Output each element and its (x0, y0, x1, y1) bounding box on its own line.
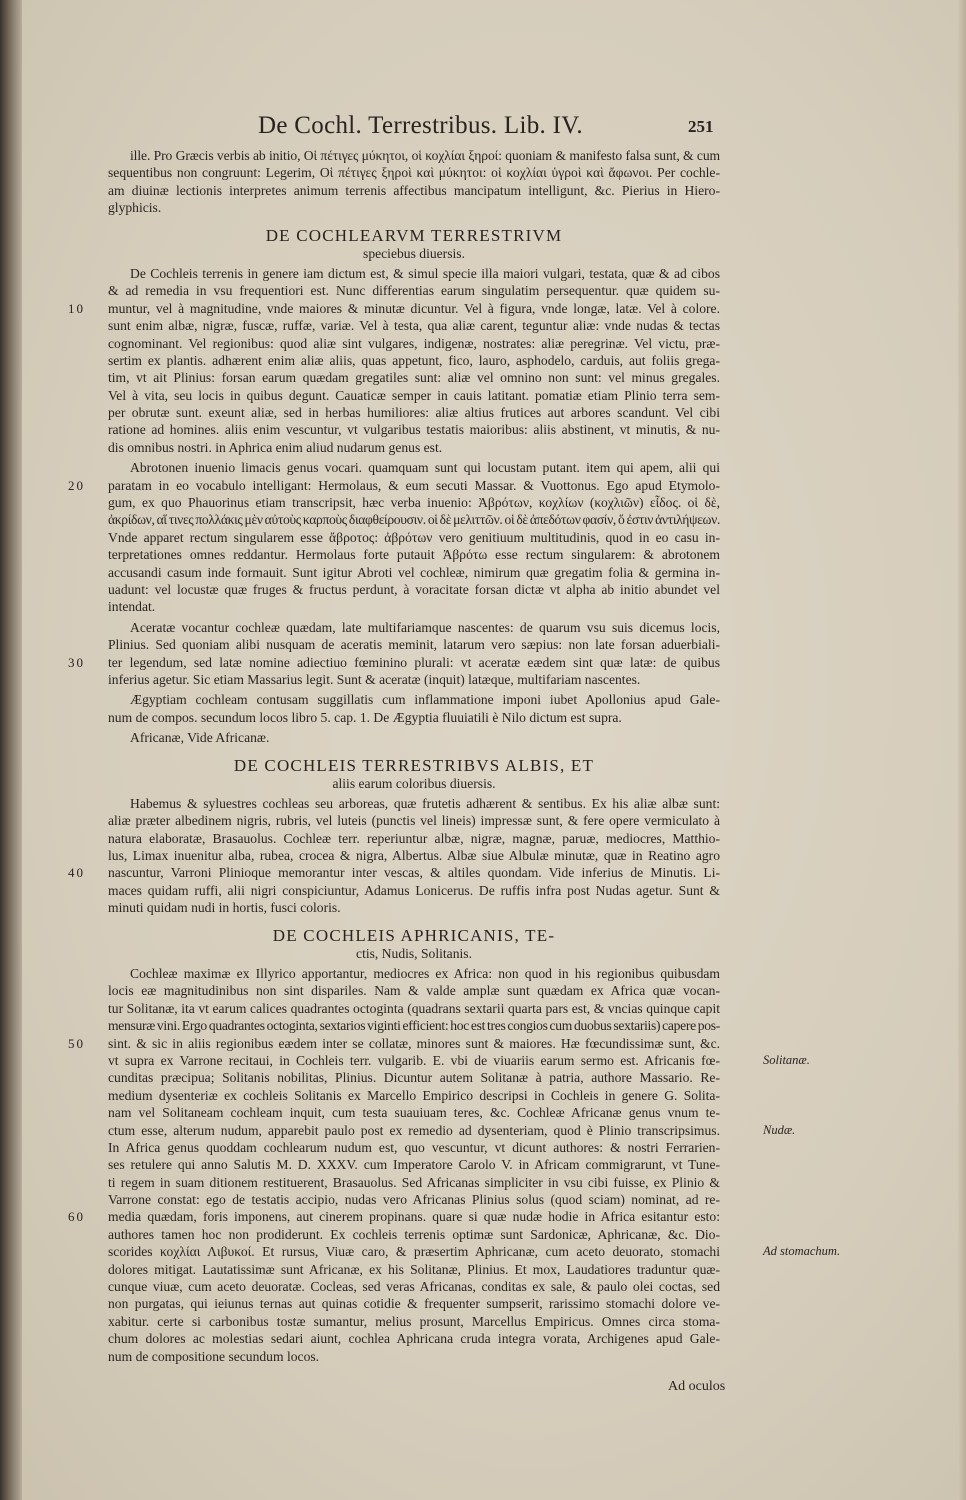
line-text: sint. & sic in aliis regionibus eædem inter se collatæ, minores sunt & maiores. Hæ fœcundissimæ sunt, &c. (108, 1035, 720, 1051)
running-title: De Cochl. Terrestribus. Lib. IV. (258, 112, 583, 139)
line-text: sertim ex plantis. adhærent enim aliæ aliis, quas appetunt, fico, lauro, asphodelo, carduis, aut foliis grega- (108, 352, 720, 368)
text-line (108, 1226, 720, 1243)
line-text: am diuinæ lectionis interpretes animum terrenis affectibus mancipatum intelligunt, &c. Pierius in Hiero- (108, 182, 720, 198)
line-number: 60 (68, 1209, 85, 1225)
line-text: muntur, vel à magnitudine, vnde maiores & minutæ dicuntur. Vel à figura, vnde longæ, latæ. Vel à colore. (108, 300, 720, 316)
line-text: dolores mitigat. Lautatissimæ sunt Africanæ, ex his Solitanæ, Plinius. Et mox, Laudatiores traduntur quæ- (108, 1261, 720, 1277)
line-text: DE COCHLEIS TERRESTRIBVS ALBIS, ET (233, 755, 595, 775)
paragraph (68, 459, 720, 616)
line-text: natura elaboratæ, Brasauolus. Cochleæ terr. reperiuntur albæ, nigræ, magnæ, paruæ, mediocres, Matthio- (108, 830, 720, 846)
line-text: Varrone constat: ego de testatis accipio, nudas vero Africanas Plinius solus (quod sciam) nominat, ad re- (108, 1192, 720, 1208)
line-text: ti regem in suam ditionem restituerent, Brasauolus. Sed Africanas simpliciter in vsu cibi fuisse, ex Plinio & (108, 1174, 720, 1190)
line-text: nascuntur, Varroni Plinioque memorantur inter vescas, & altiles quondam. Vide inferius de Minutis. Li- (108, 865, 720, 881)
text-line (108, 1191, 720, 1208)
line-text: scorides κοχλίαι Λιβυκοί. Et rursus, Viuæ caro, & præsertim Aphricanæ, cum aceto deuorato, stomachi (108, 1244, 720, 1260)
text-line (108, 1017, 720, 1034)
line-text: accusandi casum inde formauit. Sunt igitur Abroti vel cochleæ, nimirum quæ gregatim folia & germina in- (108, 564, 720, 580)
text-line (108, 1052, 810, 1069)
text-line (68, 864, 720, 881)
line-text: Plinius. Sed quoniam alibi nusquam de aceratis meminit, latarum vero sæpius: non late forsan aduerbiali- (108, 637, 720, 653)
paragraph (68, 965, 841, 1365)
section-heading (108, 926, 720, 962)
page-body (68, 144, 841, 1365)
line-number: 30 (68, 654, 85, 670)
line-text: ctum esse, alterum nudum, apparebit paulo post ex remedio ad dysenteriam, quod è Plinio transcripsimus. (108, 1122, 720, 1138)
line-text: mensuræ vini. Ergo quadrantes octoginta, sextarios viginti efficient: hoc est tres congios cum duobus sextariis) capere pos- (108, 1018, 720, 1034)
paragraph (68, 265, 720, 456)
line-text: locis eæ magnitudinibus non sint dispariles. Nam & valde amplæ sunt quædam ex Africa quæ vocan- (108, 983, 720, 999)
paragraph (108, 691, 720, 726)
line-text: speciebus diuersis. (363, 245, 465, 261)
line-text: ratione ad homines. aliis enim vescuntur, vt vulgaribus testatis maioribus: aliis abstinent, vt minutis, & nu- (108, 422, 720, 438)
text-line (68, 300, 720, 317)
line-text: ἀκρίδων, αἵ τινες πολλάκις μὲν αὐτοὺς καρποὺς διαφθείρουσιν. οἱ δὲ μελιττῶν. οἱ δὲ ἀπεδότων φασίν, ὅ ἐστιν ἀντιλήψεων. (108, 512, 720, 528)
line-text: nam vel Solitaneam cochleam inquit, cum testa suauiuam teres, &c. Cochleæ Africanæ genus vnum te- (108, 1105, 720, 1121)
text-line (108, 598, 720, 615)
text-line (108, 1156, 720, 1173)
paragraph (68, 619, 720, 689)
text-line (68, 477, 720, 494)
line-text: glyphicis. (108, 200, 162, 216)
text-line (108, 511, 720, 528)
text-line (108, 847, 720, 864)
page-number: 251 (688, 117, 714, 136)
text-line (108, 335, 720, 352)
text-line (108, 404, 720, 421)
text-line (108, 1087, 720, 1104)
line-text: Aceratæ vocantur cochleæ quædam, late multifariamque nascentes: de quarum vsu suis dicemus locis, (130, 619, 720, 635)
heading-title (108, 756, 720, 775)
text-line (108, 1000, 720, 1017)
line-text: ter legendum, sed latæ nomine adiectiuo fœminino plurali: vt aceratæ eædem sint quæ latæ: de quibus (108, 654, 720, 670)
line-text: aliis earum coloribus diuersis. (332, 775, 496, 791)
line-text: authores tamen hoc non prodiderunt. Ex cochleis terrenis optimæ sunt Sardonicæ, Aphricanæ, &c. Dio- (108, 1226, 720, 1242)
heading-title (108, 226, 720, 245)
line-number: 10 (68, 300, 85, 316)
line-text: Africanæ, Vide Africanæ. (130, 730, 270, 746)
line-text: DE COCHLEIS APHRICANIS, TE- (272, 925, 556, 945)
heading-title (108, 926, 720, 945)
text-line (68, 1035, 720, 1052)
line-text: inferius agetur. Sic etiam Massarius legit. Sunt & aceratæ (inquit) latæque, multifariam nascentes. (108, 671, 641, 687)
section-heading (108, 226, 720, 262)
line-text: DE COCHLEARVM TERRESTRIVM (265, 225, 563, 245)
text-line (108, 691, 720, 708)
line-text: tim, vt ait Plinius: forsan earum quædam gregatiles sunt: aliæ vel omnino non sunt: vel minus gregales. (108, 370, 720, 386)
line-text: maces quidam ruffi, alii nigri conspiciuntur, Adamus Lonicerus. De ruffis infra post Nudas agetur. Sunt & (108, 882, 720, 898)
text-line (108, 387, 720, 404)
line-text: tur Solitanæ, ita vt earum calices quadrantes octoginta (quadrans sextarii quarta pars est, & vncias quinque capit (108, 1000, 720, 1016)
text-line (108, 164, 720, 181)
line-text: media quædam, foris imponens, aut cinerem propinans. quare si quæ nudæ hodie in Africa esitantur esto: (108, 1209, 720, 1225)
line-number: 20 (68, 477, 85, 493)
text-line (108, 182, 720, 199)
line-text: medium dysenteriæ ex cochleis Solitanis ex Marcello Empirico descripsi in Cochleis in genere G. Solita- (108, 1087, 720, 1103)
text-line (108, 147, 720, 164)
text-line (108, 282, 720, 299)
text-line (108, 494, 720, 511)
catchword: Ad oculos (668, 1379, 726, 1394)
text-line (108, 1104, 720, 1121)
line-number: 40 (68, 865, 85, 881)
margin-note: Ad stomachum. (763, 1244, 841, 1259)
line-text: & ad remedia in vsu frequentiori est. Nunc differentias earum singulatim persequentur. quæ quidem su- (108, 283, 720, 299)
line-text: lus, Limax inuenitur alba, rubea, crocea & nigra, Albertus. Albæ siue Albulæ minutæ, quæ in Reatino agro (108, 848, 720, 864)
line-text: minuti quidam nudi in hortis, fusci coloris. (108, 900, 341, 916)
heading-subtitle (108, 945, 720, 962)
line-text: ctis, Nudis, Solitanis. (356, 945, 472, 961)
line-text: num de compos. secundum locos libro 5. cap. 1. De Ægyptia fluuiatili è Nilo dictum est supra. (108, 709, 622, 725)
text-line (108, 1261, 720, 1278)
line-text: non purgatas, qui ieiunus ternas aut quinas cotidie & frequenter sumpserit, rarissimo stomachi dolore ve- (108, 1296, 720, 1312)
text-line (108, 352, 720, 369)
line-text: cunque viuæ, cum aceto deuoratæ. Cocleas, sed veras Africanas, conditas ex sale, & paulo olei coctas, sed (108, 1279, 720, 1295)
line-text: Vnde apparet rectum singularem esse ἄβροτος: ἀβρότων vero genitiuum multitudinis, quod in eo casu in- (108, 529, 720, 545)
line-text: Abrotonen inuenio limacis genus vocari. quamquam sunt qui locustam putant. item qui apem, alii qui (130, 460, 720, 476)
section-heading (108, 756, 720, 792)
text-line (68, 654, 720, 671)
heading-subtitle (108, 775, 720, 792)
text-line (108, 564, 720, 581)
heading-subtitle (108, 245, 720, 262)
paragraph (108, 729, 720, 746)
text-line (108, 795, 720, 812)
text-line (108, 1313, 720, 1330)
line-text: De Cochleis terrenis in genere iam dictum est, & simul specie illa maiori vulgari, testata, quæ & ad cibos (130, 265, 720, 281)
text-line (108, 1348, 720, 1365)
text-line (108, 421, 720, 438)
line-text: terpretationes omnes reddantur. Hermolaus forte putauit Ἀβρότω esse rectum singularem: & abrotonem (108, 547, 720, 563)
line-text: cunditas præcipua; Solitanis nobilitas, Plinius. Dicuntur autem Solitanæ à patria, authore Massario. Re- (108, 1070, 720, 1086)
book-binding-shadow (0, 0, 22, 1500)
text-line (108, 265, 720, 282)
text-line (108, 812, 720, 829)
text-line (108, 1069, 720, 1086)
line-text: Ægyptiam cochleam contusam suggillatis cum inflammatione imponi iubet Apollonius apud Gale- (130, 692, 720, 708)
line-number: 50 (68, 1035, 85, 1051)
text-line (108, 671, 720, 688)
line-text: sunt enim albæ, nigræ, fuscæ, ruffæ, variæ. Vel à testa, qua aliæ carent, teguntur aliæ: vnde nudas & tectas (108, 318, 720, 334)
text-line (108, 439, 720, 456)
text-line (108, 899, 720, 916)
text-line (108, 636, 720, 653)
page-edge (958, 0, 966, 1500)
paragraph (68, 795, 720, 917)
line-text: gum, ex quo Phauorinus etiam transcripsit, hæc verba inuenio: Ἀβρότων, κοχλίων (κοχλιῶν) εἶδος. οἱ δὲ, (108, 495, 720, 511)
line-text: Habemus & syluestres cochleas seu arboreas, quæ frutetis adhærent & sentibus. Ex his aliæ albæ sunt: (130, 795, 720, 811)
text-line (108, 1243, 841, 1260)
line-text: chum dolores ac molestias sedari aiunt, cochlea Aphricana cruda integra vorata, Archigenes apud Gale- (108, 1331, 720, 1347)
text-line (108, 982, 720, 999)
text-line (68, 1208, 720, 1225)
text-line (108, 830, 720, 847)
line-text: dis omnibus nostri. in Aphrica enim aliud nudarum genus est. (108, 439, 443, 455)
text-line (108, 619, 720, 636)
paragraph (108, 147, 720, 217)
text-line (108, 882, 720, 899)
line-text: per obrutæ sunt. exeunt aliæ, sed in herbas humiliores: aliæ altius frutices aut arbores scandunt. Vel cibi (108, 405, 720, 421)
text-line (108, 1139, 720, 1156)
line-text: In Africa genus quoddam cochlearum nudum est, quo vescuntur, vt dicunt authores: & nostri Ferrarien- (108, 1139, 720, 1155)
line-text: sequentibus non congruunt: Legerim, Οἱ πέτιγες ξηροὶ καὶ μύκητοι: οἱ κοχλίαι ὑγροὶ καὶ ἄφωνοι. Per cochle- (108, 165, 720, 181)
line-text: ses retulere qui anno Salutis M. D. XXXV. cum Imperatore Carolo V. in Africam commigrarunt, vt Tune- (108, 1157, 720, 1173)
text-line (108, 709, 720, 726)
text-line (108, 459, 720, 476)
text-line (108, 199, 720, 216)
text-line (108, 581, 720, 598)
line-text: uadunt: vel locustæ quæ fruges & fructus perdunt, à voracitate forsan dictæ vt alpha ab initio abundet vel (108, 581, 720, 597)
line-text: aliæ præter albedinem nigris, rubris, vel luteis (punctis vel lineis) impressæ sunt, & fere opere vermiculato à (108, 813, 720, 829)
text-line (108, 1295, 720, 1312)
line-text: ille. Pro Græcis verbis ab initio, Οἱ πέτιγες μύκητοι, οἱ κοχλίαι ξηροί: quoniam & manifesto falsa sunt, & cum (130, 148, 720, 163)
line-text: vt supra ex Varrone recitaui, in Cochleis terr. vulgarib. E. vbi de viuariis earum sermo est. Africanis fœ- (108, 1052, 720, 1068)
line-text: xabitur. certe si carbonibus tostæ sumantur, melius prosunt, Marcellus Empiricus. Omnes circa stoma- (108, 1313, 720, 1329)
text-line (108, 1122, 796, 1139)
line-text: Cochleæ maximæ ex Illyrico apportantur, mediocres ex Africa: non quod in his regionibus quibusdam (130, 966, 720, 982)
text-line (108, 317, 720, 334)
text-line (108, 729, 720, 746)
margin-note: Nudæ. (763, 1122, 796, 1137)
line-text: num de compositione secundum locos. (108, 1348, 320, 1364)
text-line (108, 1174, 720, 1191)
line-text: paratam in eo vocabulo intelligant: Hermolaus, & eum secuti Massar. & Vuottonus. Ego apud Etymolo- (108, 477, 720, 493)
line-text: intendat. (108, 599, 156, 615)
text-line (108, 546, 720, 563)
text-line (108, 965, 720, 982)
line-text: Vel à vita, seu locis in quibus degunt. Cauaticæ semper in cauis latitant. pomatiæ etiam Plinio terra sem- (108, 387, 720, 403)
text-line (108, 1278, 720, 1295)
text-line (108, 1330, 720, 1347)
margin-note: Solitanæ. (763, 1052, 810, 1067)
text-line (108, 529, 720, 546)
text-line (108, 369, 720, 386)
line-text: cognominant. Vel regionibus: quod aliæ sint vulgares, indigenæ, nostrates: aliæ peregrinæ. Vel victu, præ- (108, 335, 720, 351)
